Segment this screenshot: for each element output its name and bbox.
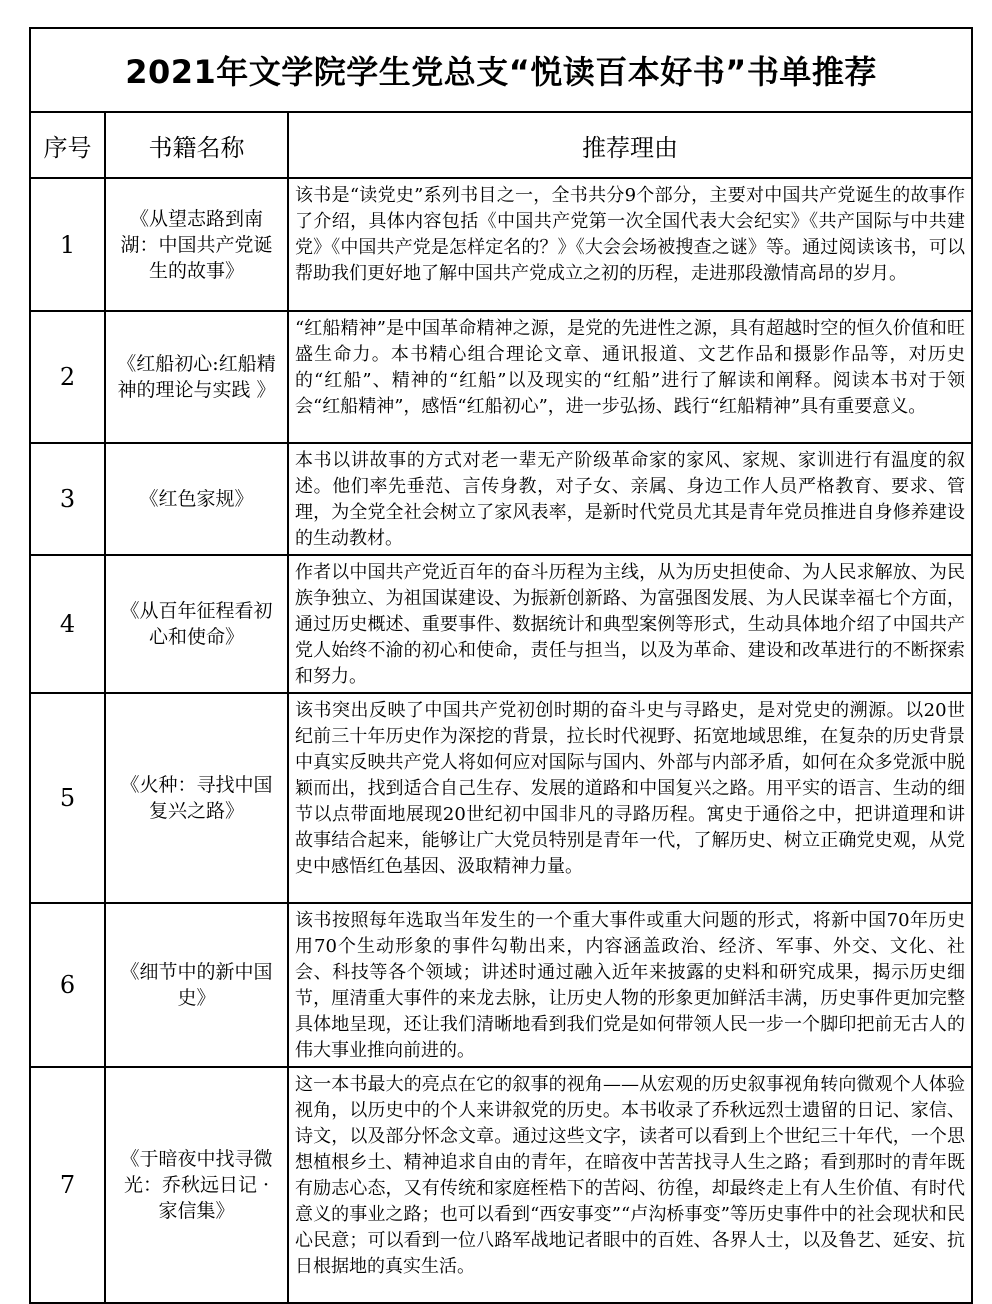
book-list-table xyxy=(29,27,973,1304)
table-row xyxy=(30,903,972,1067)
book-num: 4 xyxy=(30,555,105,693)
book-name: 《红船初心:红船精神的理论与实践 》 xyxy=(105,311,288,443)
header-name: 书籍名称 xyxy=(105,112,288,178)
title-row xyxy=(30,28,972,112)
page-title: 2021年文学院学生党总支“悦读百本好书”书单推荐 xyxy=(30,28,972,112)
book-reason: 这一本书最大的亮点在它的叙事的视角——从宏观的历史叙事视角转向微观个人体验视角，以历史中的个人来讲叙党的历史。本书收录了乔秋远烈士遗留的日记、家信、诗文，以及部分怀念文章。通过这些文字，读者可以看到上个世纪三十年代，一个思想植根乡土、精神追求自由的青年，在暗夜中苦苦找寻人生之路；看到那时的青年既有励志心态，又有传统和家庭桎梏下的苦闷、彷徨，却最终走上有人生价值、有时代意义的事业之路；也可以看到“西安事变”“卢沟桥事变”等历史事件中的社会现状和民心民意；可以看到一位八路军战地记者眼中的百姓、各界人士，以及鲁艺、延安、抗日根据地的真实生活。 xyxy=(288,1067,972,1303)
book-reason: 本书以讲故事的方式对老一辈无产阶级革命家的家风、家规、家训进行有温度的叙述。他们率先垂范、言传身教，对子女、亲属、身边工作人员严格教育、要求、管理，为全党全社会树立了家风表率，是新时代党员尤其是青年党员推进自身修养建设的生动教材。 xyxy=(288,443,972,555)
book-name: 《细节中的新中国史》 xyxy=(105,903,288,1067)
header-reason: 推荐理由 xyxy=(288,112,972,178)
book-name: 《红色家规》 xyxy=(105,443,288,555)
table-row xyxy=(30,311,972,443)
header-row xyxy=(30,112,972,178)
book-reason: 该书突出反映了中国共产党初创时期的奋斗史与寻路史，是对党史的溯源。以20世纪前三十年历史作为深挖的背景，拉长时代视野、拓宽地域思维，在复杂的历史背景中真实反映共产党人将如何应对国际与国内、外部与内部矛盾，如何在众多党派中脱颖而出，找到适合自己生存、发展的道路和中国复兴之路。用平实的语言、生动的细节以点带面地展现20世纪初中国非凡的寻路历程。寓史于通俗之中，把讲道理和讲故事结合起来，能够让广大党员特别是青年一代，了解历史、树立正确党史观，从党史中感悟红色基因、汲取精神力量。 xyxy=(288,693,972,903)
book-num: 5 xyxy=(30,693,105,903)
table-row xyxy=(30,555,972,693)
book-num: 1 xyxy=(30,178,105,311)
table-row xyxy=(30,443,972,555)
book-name: 《从百年征程看初心和使命》 xyxy=(105,555,288,693)
book-num: 2 xyxy=(30,311,105,443)
book-reason: 该书是“读党史”系列书目之一，全书共分9个部分，主要对中国共产党诞生的故事作了介绍，具体内容包括《中国共产党第一次全国代表大会纪实》《共产国际与中共建党》《中国共产党是怎样定名的？》《大会会场被搜查之谜》等。通过阅读该书，可以帮助我们更好地了解中国共产党成立之初的历程，走进那段激情高昂的岁月。 xyxy=(288,178,972,311)
book-num: 7 xyxy=(30,1067,105,1303)
table-row xyxy=(30,178,972,311)
book-reason: 该书按照每年选取当年发生的一个重大事件或重大问题的形式，将新中国70年历史用70个生动形象的事件勾勒出来，内容涵盖政治、经济、军事、外交、文化、社会、科技等各个领域；讲述时通过融入近年来披露的史料和研究成果，揭示历史细节，厘清重大事件的来龙去脉，让历史人物的形象更加鲜活丰满，历史事件更加完整具体地呈现，还让我们清晰地看到我们党是如何带领人民一步一个脚印把前无古人的伟大事业推向前进的。 xyxy=(288,903,972,1067)
book-name: 《从望志路到南湖：中国共产党诞生的故事》 xyxy=(105,178,288,311)
book-num: 3 xyxy=(30,443,105,555)
book-name: 《火种：寻找中国复兴之路》 xyxy=(105,693,288,903)
table-row xyxy=(30,693,972,903)
header-num: 序号 xyxy=(30,112,105,178)
book-reason: 作者以中国共产党近百年的奋斗历程为主线，从为历史担使命、为人民求解放、为民族争独立、为祖国谋建设、为振新创新路、为富强图发展、为人民谋幸福七个方面，通过历史概述、重要事件、数据统计和典型案例等形式，生动具体地介绍了中国共产党人始终不渝的初心和使命，责任与担当，以及为革命、建设和改革进行的不断探索和努力。 xyxy=(288,555,972,693)
book-num: 6 xyxy=(30,903,105,1067)
book-name: 《于暗夜中找寻微光：乔秋远日记 · 家信集》 xyxy=(105,1067,288,1303)
table-row xyxy=(30,1067,972,1303)
book-reason: “红船精神”是中国革命精神之源，是党的先进性之源，具有超越时空的恒久价值和旺盛生命力。本书精心组合理论文章、通讯报道、文艺作品和摄影作品等，对历史的“红船”、精神的“红船”以及现实的“红船”进行了解读和阐释。阅读本书对于领会“红船精神”，感悟“红船初心”，进一步弘扬、践行“红船精神”具有重要意义。 xyxy=(288,311,972,443)
